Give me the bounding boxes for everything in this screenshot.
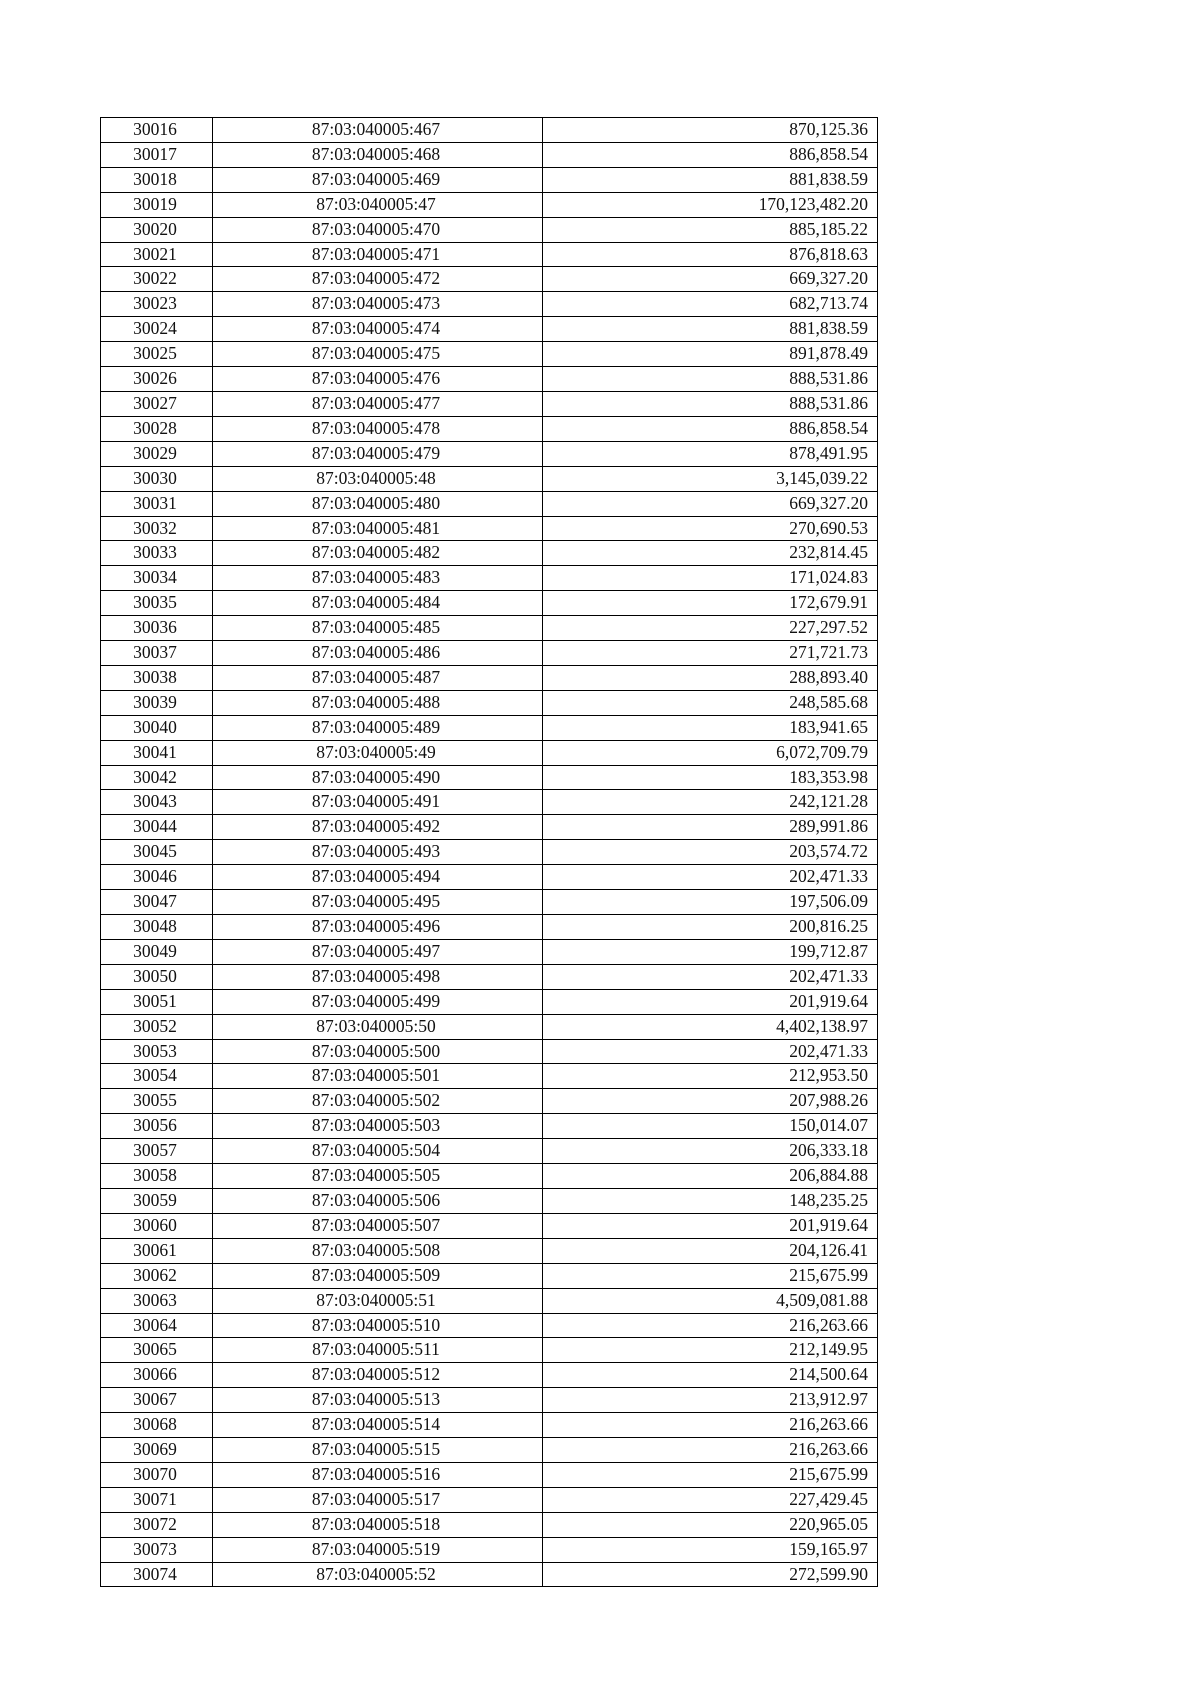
record-number-cell: 30070 bbox=[101, 1462, 213, 1487]
table-row bbox=[101, 118, 878, 143]
cadastral-value-cell: 202,471.33 bbox=[543, 1039, 878, 1064]
record-number-cell: 30017 bbox=[101, 142, 213, 167]
record-number-cell: 30048 bbox=[101, 915, 213, 940]
record-number-cell: 30027 bbox=[101, 391, 213, 416]
table-row bbox=[101, 317, 878, 342]
record-number-cell: 30050 bbox=[101, 964, 213, 989]
table-row bbox=[101, 1114, 878, 1139]
cadastral-number-cell: 87:03:040005:498 bbox=[213, 964, 543, 989]
record-number-cell: 30064 bbox=[101, 1313, 213, 1338]
record-number-cell: 30049 bbox=[101, 939, 213, 964]
cadastral-number-cell: 87:03:040005:51 bbox=[213, 1288, 543, 1313]
record-number-cell: 30074 bbox=[101, 1562, 213, 1587]
table-row bbox=[101, 441, 878, 466]
cadastral-number-cell: 87:03:040005:507 bbox=[213, 1213, 543, 1238]
cadastral-number-cell: 87:03:040005:472 bbox=[213, 267, 543, 292]
cadastral-value-cell: 204,126.41 bbox=[543, 1238, 878, 1263]
record-number-cell: 30069 bbox=[101, 1438, 213, 1463]
cadastral-number-cell: 87:03:040005:506 bbox=[213, 1188, 543, 1213]
cadastral-value-cell: 215,675.99 bbox=[543, 1263, 878, 1288]
cadastral-value-cell: 4,509,081.88 bbox=[543, 1288, 878, 1313]
cadastral-value-cell: 197,506.09 bbox=[543, 890, 878, 915]
table-row bbox=[101, 1164, 878, 1189]
record-number-cell: 30065 bbox=[101, 1338, 213, 1363]
cadastral-value-cell: 878,491.95 bbox=[543, 441, 878, 466]
record-number-cell: 30038 bbox=[101, 665, 213, 690]
record-number-cell: 30046 bbox=[101, 865, 213, 890]
cadastral-value-cell: 669,327.20 bbox=[543, 267, 878, 292]
cadastral-value-cell: 183,353.98 bbox=[543, 765, 878, 790]
cadastral-number-cell: 87:03:040005:48 bbox=[213, 466, 543, 491]
cadastral-value-cell: 669,327.20 bbox=[543, 491, 878, 516]
cadastral-number-cell: 87:03:040005:504 bbox=[213, 1139, 543, 1164]
cadastral-value-cell: 202,471.33 bbox=[543, 964, 878, 989]
record-number-cell: 30066 bbox=[101, 1363, 213, 1388]
table-row bbox=[101, 491, 878, 516]
cadastral-value-cell: 242,121.28 bbox=[543, 790, 878, 815]
cadastral-number-cell: 87:03:040005:502 bbox=[213, 1089, 543, 1114]
table-row bbox=[101, 690, 878, 715]
table-row bbox=[101, 1213, 878, 1238]
cadastral-value-cell: 288,893.40 bbox=[543, 665, 878, 690]
table-row bbox=[101, 939, 878, 964]
cadastral-number-cell: 87:03:040005:482 bbox=[213, 541, 543, 566]
cadastral-value-cell: 885,185.22 bbox=[543, 217, 878, 242]
cadastral-value-cell: 227,429.45 bbox=[543, 1487, 878, 1512]
table-row bbox=[101, 765, 878, 790]
record-number-cell: 30030 bbox=[101, 466, 213, 491]
cadastral-number-cell: 87:03:040005:471 bbox=[213, 242, 543, 267]
cadastral-value-cell: 202,471.33 bbox=[543, 865, 878, 890]
record-number-cell: 30051 bbox=[101, 989, 213, 1014]
cadastral-value-cell: 216,263.66 bbox=[543, 1313, 878, 1338]
table-row bbox=[101, 865, 878, 890]
cadastral-value-cell: 232,814.45 bbox=[543, 541, 878, 566]
record-number-cell: 30036 bbox=[101, 616, 213, 641]
cadastral-number-cell: 87:03:040005:50 bbox=[213, 1014, 543, 1039]
cadastral-number-cell: 87:03:040005:493 bbox=[213, 840, 543, 865]
table-row bbox=[101, 790, 878, 815]
cadastral-number-cell: 87:03:040005:516 bbox=[213, 1462, 543, 1487]
cadastral-number-cell: 87:03:040005:497 bbox=[213, 939, 543, 964]
cadastral-value-cell: 886,858.54 bbox=[543, 416, 878, 441]
cadastral-value-cell: 201,919.64 bbox=[543, 1213, 878, 1238]
cadastral-value-cell: 200,816.25 bbox=[543, 915, 878, 940]
table-row bbox=[101, 142, 878, 167]
cadastral-value-cell: 220,965.05 bbox=[543, 1512, 878, 1537]
table-row bbox=[101, 391, 878, 416]
record-number-cell: 30035 bbox=[101, 591, 213, 616]
table-row bbox=[101, 1238, 878, 1263]
cadastral-value-cell: 248,585.68 bbox=[543, 690, 878, 715]
record-number-cell: 30020 bbox=[101, 217, 213, 242]
table-row bbox=[101, 915, 878, 940]
cadastral-value-cell: 216,263.66 bbox=[543, 1438, 878, 1463]
record-number-cell: 30044 bbox=[101, 815, 213, 840]
cadastral-number-cell: 87:03:040005:477 bbox=[213, 391, 543, 416]
record-number-cell: 30024 bbox=[101, 317, 213, 342]
cadastral-value-cell: 289,991.86 bbox=[543, 815, 878, 840]
table-row bbox=[101, 715, 878, 740]
cadastral-value-cell: 213,912.97 bbox=[543, 1388, 878, 1413]
table-row bbox=[101, 1462, 878, 1487]
record-number-cell: 30016 bbox=[101, 118, 213, 143]
record-number-cell: 30045 bbox=[101, 840, 213, 865]
record-number-cell: 30033 bbox=[101, 541, 213, 566]
cadastral-number-cell: 87:03:040005:475 bbox=[213, 342, 543, 367]
table-row bbox=[101, 466, 878, 491]
cadastral-value-cell: 206,884.88 bbox=[543, 1164, 878, 1189]
cadastral-number-cell: 87:03:040005:505 bbox=[213, 1164, 543, 1189]
record-number-cell: 30060 bbox=[101, 1213, 213, 1238]
cadastral-number-cell: 87:03:040005:470 bbox=[213, 217, 543, 242]
cadastral-value-cell: 227,297.52 bbox=[543, 616, 878, 641]
table-row bbox=[101, 641, 878, 666]
table-row bbox=[101, 740, 878, 765]
table-row bbox=[101, 1064, 878, 1089]
cadastral-number-cell: 87:03:040005:515 bbox=[213, 1438, 543, 1463]
cadastral-value-cell: 270,690.53 bbox=[543, 516, 878, 541]
cadastral-number-cell: 87:03:040005:485 bbox=[213, 616, 543, 641]
cadastral-number-cell: 87:03:040005:500 bbox=[213, 1039, 543, 1064]
cadastral-number-cell: 87:03:040005:488 bbox=[213, 690, 543, 715]
cadastral-number-cell: 87:03:040005:480 bbox=[213, 491, 543, 516]
table-row bbox=[101, 665, 878, 690]
record-number-cell: 30022 bbox=[101, 267, 213, 292]
cadastral-value-cell: 214,500.64 bbox=[543, 1363, 878, 1388]
cadastral-number-cell: 87:03:040005:489 bbox=[213, 715, 543, 740]
table-row bbox=[101, 217, 878, 242]
record-number-cell: 30053 bbox=[101, 1039, 213, 1064]
cadastral-number-cell: 87:03:040005:468 bbox=[213, 142, 543, 167]
table-row bbox=[101, 1263, 878, 1288]
cadastral-value-cell: 216,263.66 bbox=[543, 1413, 878, 1438]
record-number-cell: 30058 bbox=[101, 1164, 213, 1189]
record-number-cell: 30042 bbox=[101, 765, 213, 790]
record-number-cell: 30040 bbox=[101, 715, 213, 740]
record-number-cell: 30071 bbox=[101, 1487, 213, 1512]
cadastral-value-cell: 212,149.95 bbox=[543, 1338, 878, 1363]
cadastral-value-cell: 212,953.50 bbox=[543, 1064, 878, 1089]
cadastral-number-cell: 87:03:040005:508 bbox=[213, 1238, 543, 1263]
cadastral-number-cell: 87:03:040005:492 bbox=[213, 815, 543, 840]
table-row bbox=[101, 1512, 878, 1537]
cadastral-number-cell: 87:03:040005:513 bbox=[213, 1388, 543, 1413]
table-row bbox=[101, 1562, 878, 1587]
record-number-cell: 30019 bbox=[101, 192, 213, 217]
cadastral-number-cell: 87:03:040005:486 bbox=[213, 641, 543, 666]
table-row bbox=[101, 1363, 878, 1388]
cadastral-number-cell: 87:03:040005:479 bbox=[213, 441, 543, 466]
table-row bbox=[101, 267, 878, 292]
cadastral-value-cell: 3,145,039.22 bbox=[543, 466, 878, 491]
cadastral-number-cell: 87:03:040005:484 bbox=[213, 591, 543, 616]
cadastral-value-cell: 271,721.73 bbox=[543, 641, 878, 666]
cadastral-number-cell: 87:03:040005:514 bbox=[213, 1413, 543, 1438]
cadastral-number-cell: 87:03:040005:487 bbox=[213, 665, 543, 690]
record-number-cell: 30034 bbox=[101, 566, 213, 591]
table-row bbox=[101, 1413, 878, 1438]
cadastral-number-cell: 87:03:040005:509 bbox=[213, 1263, 543, 1288]
cadastral-number-cell: 87:03:040005:519 bbox=[213, 1537, 543, 1562]
table-row bbox=[101, 1438, 878, 1463]
cadastral-number-cell: 87:03:040005:49 bbox=[213, 740, 543, 765]
cadastral-number-cell: 87:03:040005:478 bbox=[213, 416, 543, 441]
cadastral-value-cell: 203,574.72 bbox=[543, 840, 878, 865]
cadastral-number-cell: 87:03:040005:474 bbox=[213, 317, 543, 342]
table-row bbox=[101, 1487, 878, 1512]
table-row bbox=[101, 292, 878, 317]
record-number-cell: 30059 bbox=[101, 1188, 213, 1213]
cadastral-value-cell: 206,333.18 bbox=[543, 1139, 878, 1164]
table-row bbox=[101, 964, 878, 989]
cadastral-number-cell: 87:03:040005:481 bbox=[213, 516, 543, 541]
cadastral-number-cell: 87:03:040005:483 bbox=[213, 566, 543, 591]
record-number-cell: 30072 bbox=[101, 1512, 213, 1537]
cadastral-number-cell: 87:03:040005:496 bbox=[213, 915, 543, 940]
table-row bbox=[101, 342, 878, 367]
record-number-cell: 30018 bbox=[101, 167, 213, 192]
table-row bbox=[101, 591, 878, 616]
cadastral-value-cell: 272,599.90 bbox=[543, 1562, 878, 1587]
table-row bbox=[101, 1388, 878, 1413]
record-number-cell: 30037 bbox=[101, 641, 213, 666]
record-number-cell: 30041 bbox=[101, 740, 213, 765]
record-number-cell: 30028 bbox=[101, 416, 213, 441]
record-number-cell: 30043 bbox=[101, 790, 213, 815]
cadastral-number-cell: 87:03:040005:518 bbox=[213, 1512, 543, 1537]
table-row bbox=[101, 1039, 878, 1064]
cadastral-value-cell: 4,402,138.97 bbox=[543, 1014, 878, 1039]
cadastral-number-cell: 87:03:040005:511 bbox=[213, 1338, 543, 1363]
record-number-cell: 30055 bbox=[101, 1089, 213, 1114]
record-number-cell: 30023 bbox=[101, 292, 213, 317]
record-number-cell: 30067 bbox=[101, 1388, 213, 1413]
record-number-cell: 30031 bbox=[101, 491, 213, 516]
table-row bbox=[101, 1014, 878, 1039]
cadastral-value-cell: 886,858.54 bbox=[543, 142, 878, 167]
cadastral-number-cell: 87:03:040005:467 bbox=[213, 118, 543, 143]
cadastral-value-cell: 881,838.59 bbox=[543, 167, 878, 192]
table-row bbox=[101, 541, 878, 566]
table-row bbox=[101, 1338, 878, 1363]
record-number-cell: 30054 bbox=[101, 1064, 213, 1089]
cadastral-value-cell: 199,712.87 bbox=[543, 939, 878, 964]
cadastral-value-cell: 171,024.83 bbox=[543, 566, 878, 591]
table-row bbox=[101, 1288, 878, 1313]
cadastral-number-cell: 87:03:040005:476 bbox=[213, 367, 543, 392]
cadastral-value-cell: 876,818.63 bbox=[543, 242, 878, 267]
cadastral-number-cell: 87:03:040005:517 bbox=[213, 1487, 543, 1512]
cadastral-value-cell: 888,531.86 bbox=[543, 367, 878, 392]
record-number-cell: 30056 bbox=[101, 1114, 213, 1139]
cadastral-number-cell: 87:03:040005:494 bbox=[213, 865, 543, 890]
cadastral-number-cell: 87:03:040005:469 bbox=[213, 167, 543, 192]
table-row bbox=[101, 242, 878, 267]
record-number-cell: 30052 bbox=[101, 1014, 213, 1039]
cadastral-number-cell: 87:03:040005:52 bbox=[213, 1562, 543, 1587]
record-number-cell: 30026 bbox=[101, 367, 213, 392]
cadastral-value-table bbox=[100, 117, 878, 1587]
table-row bbox=[101, 1313, 878, 1338]
cadastral-value-cell: 207,988.26 bbox=[543, 1089, 878, 1114]
cadastral-value-cell: 888,531.86 bbox=[543, 391, 878, 416]
table-row bbox=[101, 890, 878, 915]
record-number-cell: 30068 bbox=[101, 1413, 213, 1438]
cadastral-value-cell: 215,675.99 bbox=[543, 1462, 878, 1487]
table-row bbox=[101, 1139, 878, 1164]
record-number-cell: 30073 bbox=[101, 1537, 213, 1562]
table-body bbox=[101, 118, 878, 1587]
cadastral-value-cell: 870,125.36 bbox=[543, 118, 878, 143]
cadastral-number-cell: 87:03:040005:510 bbox=[213, 1313, 543, 1338]
table-row bbox=[101, 989, 878, 1014]
record-number-cell: 30039 bbox=[101, 690, 213, 715]
cadastral-number-cell: 87:03:040005:503 bbox=[213, 1114, 543, 1139]
cadastral-value-cell: 150,014.07 bbox=[543, 1114, 878, 1139]
record-number-cell: 30061 bbox=[101, 1238, 213, 1263]
cadastral-number-cell: 87:03:040005:501 bbox=[213, 1064, 543, 1089]
record-number-cell: 30063 bbox=[101, 1288, 213, 1313]
cadastral-number-cell: 87:03:040005:512 bbox=[213, 1363, 543, 1388]
cadastral-number-cell: 87:03:040005:473 bbox=[213, 292, 543, 317]
table-row bbox=[101, 1537, 878, 1562]
cadastral-value-cell: 148,235.25 bbox=[543, 1188, 878, 1213]
table-row bbox=[101, 616, 878, 641]
table-row bbox=[101, 815, 878, 840]
record-number-cell: 30021 bbox=[101, 242, 213, 267]
cadastral-value-cell: 170,123,482.20 bbox=[543, 192, 878, 217]
table-row bbox=[101, 516, 878, 541]
cadastral-number-cell: 87:03:040005:499 bbox=[213, 989, 543, 1014]
record-number-cell: 30057 bbox=[101, 1139, 213, 1164]
cadastral-number-cell: 87:03:040005:490 bbox=[213, 765, 543, 790]
table-row bbox=[101, 167, 878, 192]
record-number-cell: 30029 bbox=[101, 441, 213, 466]
cadastral-value-cell: 682,713.74 bbox=[543, 292, 878, 317]
record-number-cell: 30032 bbox=[101, 516, 213, 541]
table-row bbox=[101, 840, 878, 865]
table-row bbox=[101, 1089, 878, 1114]
record-number-cell: 30047 bbox=[101, 890, 213, 915]
cadastral-number-cell: 87:03:040005:495 bbox=[213, 890, 543, 915]
cadastral-number-cell: 87:03:040005:491 bbox=[213, 790, 543, 815]
table-row bbox=[101, 192, 878, 217]
table-row bbox=[101, 416, 878, 441]
cadastral-value-cell: 201,919.64 bbox=[543, 989, 878, 1014]
record-number-cell: 30062 bbox=[101, 1263, 213, 1288]
table-row bbox=[101, 566, 878, 591]
cadastral-value-cell: 891,878.49 bbox=[543, 342, 878, 367]
record-number-cell: 30025 bbox=[101, 342, 213, 367]
cadastral-value-cell: 183,941.65 bbox=[543, 715, 878, 740]
cadastral-value-cell: 6,072,709.79 bbox=[543, 740, 878, 765]
cadastral-number-cell: 87:03:040005:47 bbox=[213, 192, 543, 217]
table-row bbox=[101, 367, 878, 392]
cadastral-value-cell: 881,838.59 bbox=[543, 317, 878, 342]
table-row bbox=[101, 1188, 878, 1213]
cadastral-value-cell: 172,679.91 bbox=[543, 591, 878, 616]
cadastral-value-cell: 159,165.97 bbox=[543, 1537, 878, 1562]
